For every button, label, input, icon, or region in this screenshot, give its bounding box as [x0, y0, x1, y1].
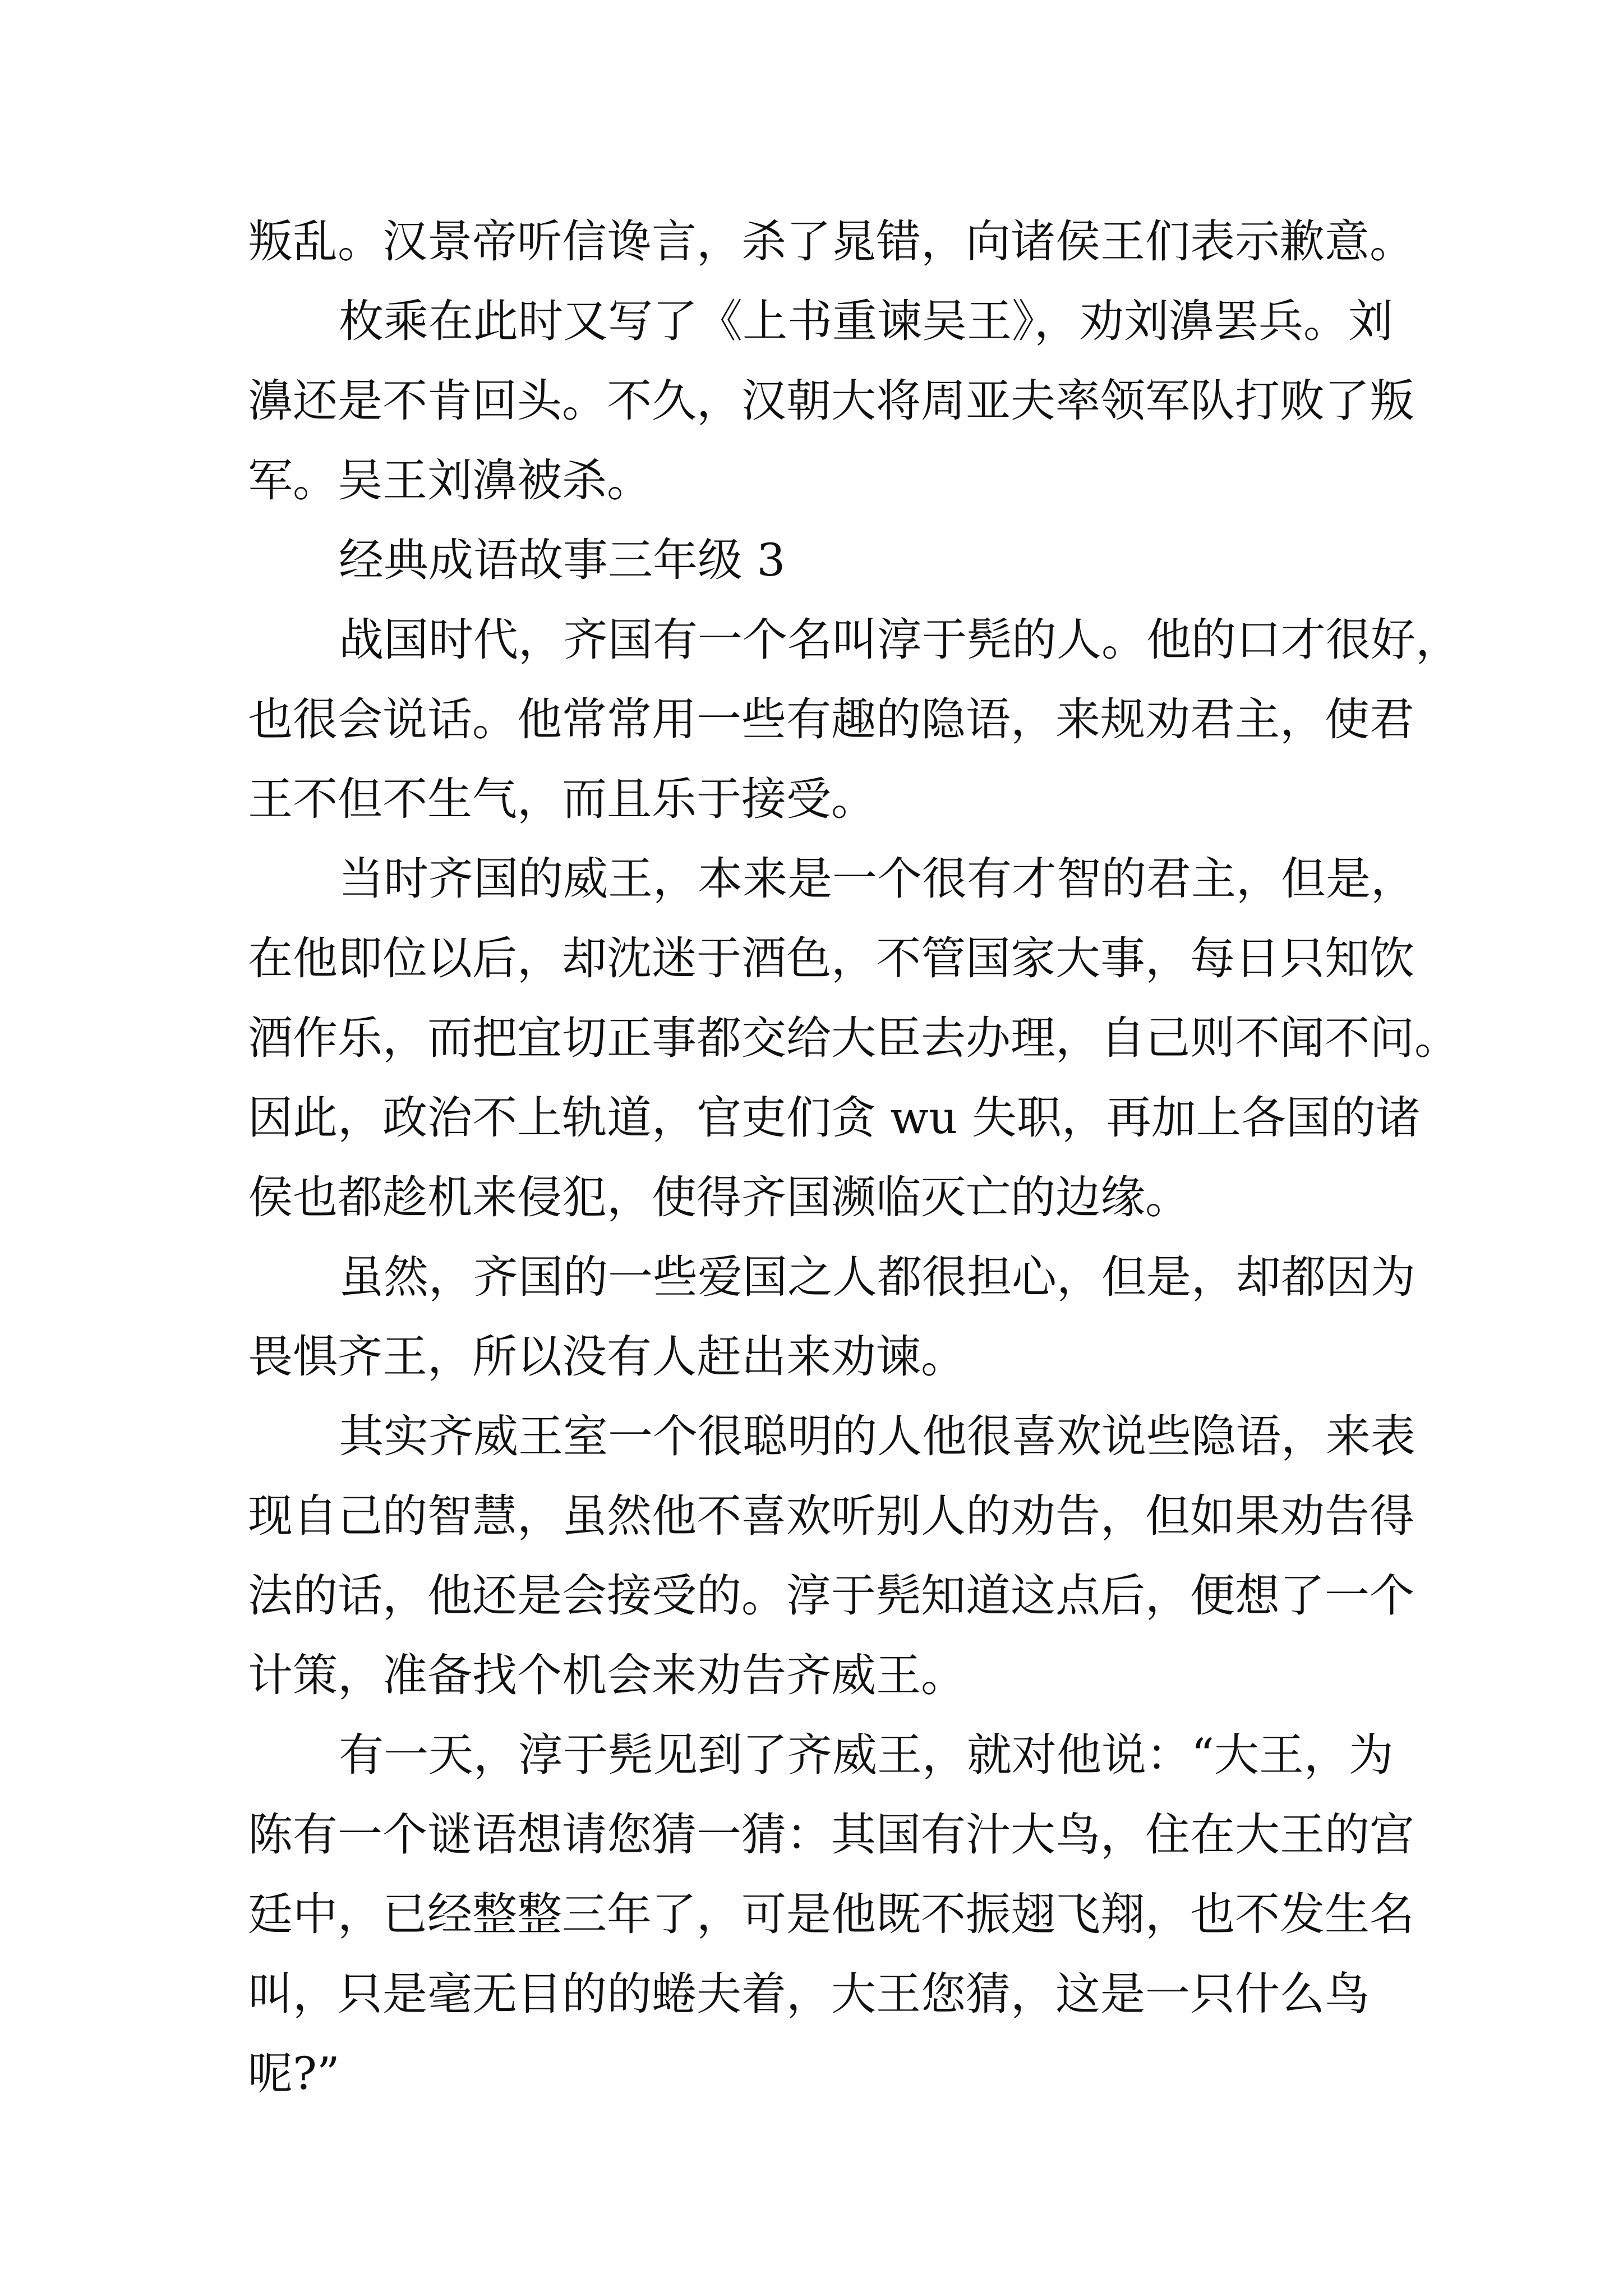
text-line: 计策，准备找个机会来劝告齐威王。	[248, 1649, 966, 1701]
text-line: 叫，只是毫无目的的蜷夫着，大王您猜，这是一只什么鸟	[248, 1968, 1370, 2020]
body-text	[248, 202, 1460, 2114]
paragraph-start-line: 枚乘在此时又写了《上书重谏吴王》，劝刘濞罢兵。刘	[339, 295, 1393, 347]
text-line: 法的话，他还是会接受的。淳于髡知道这点后，便想了一个	[248, 1570, 1414, 1622]
text-line: 呢?”	[248, 2047, 340, 2100]
paragraph-start-line: 其实齐威王室一个很聪明的人他很喜欢说些隐语，来表	[339, 1410, 1415, 1462]
text-line: 侯也都趁机来侵犯，使得齐国濒临灭亡的边缘。	[248, 1171, 1190, 1223]
paragraph-start-line: 虽然，齐国的一些爱国之人都很担心，但是，却都因为	[339, 1251, 1415, 1303]
text-line: 也很会说话。他常常用一些有趣的隐语，来规劝君主，使君	[248, 693, 1414, 746]
paragraph-start-line: 当时齐国的威王，本来是一个很有才智的君主，但是，	[339, 853, 1415, 905]
section-heading: 经典成语故事三年级 3	[339, 534, 786, 586]
paragraph-start-line: 战国时代，齐国有一个名叫淳于髡的人。他的口才很好，	[339, 614, 1460, 666]
text-line: 廷中，已经整整三年了，可是他既不振翅飞翔，也不发生名	[248, 1888, 1414, 1940]
text-line: 军。吴王刘濞被杀。	[248, 454, 652, 507]
text-line: 现自己的智慧，虽然他不喜欢听别人的劝告，但如果劝告得	[248, 1490, 1414, 1542]
text-line: 叛乱。汉景帝听信谗言，杀了晁错，向诸侯王们表示歉意。	[248, 215, 1414, 268]
text-line: 因此，政治不上轨道，官吏们贪 wu 失职，再加上各国的诸	[248, 1092, 1421, 1144]
text-line: 在他即位以后，却沈迷于酒色，不管国家大事，每日只知饮	[248, 932, 1414, 984]
text-line: 濞还是不肯回头。不久，汉朝大将周亚夫率领军队打败了叛	[248, 375, 1414, 427]
text-line: 酒作乐，而把宜切正事都交给大臣去办理，自己则不闻不问。	[248, 1012, 1459, 1064]
text-line: 畏惧齐王，所以没有人赶出来劝谏。	[248, 1331, 966, 1383]
paragraph-start-line: 有一天，淳于髡见到了齐威王，就对他说：“大王，为	[339, 1729, 1394, 1781]
text-line: 陈有一个谜语想请您猜一猜：其国有汁大鸟，住在大王的宫	[248, 1809, 1414, 1861]
text-line: 王不但不生气，而且乐于接受。	[248, 773, 876, 825]
